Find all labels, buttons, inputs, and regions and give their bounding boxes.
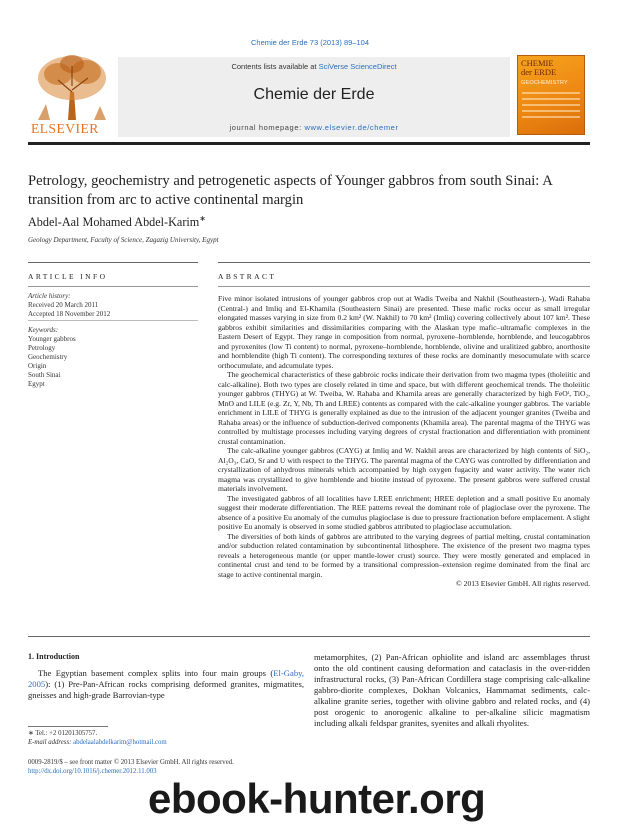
intro-left-text-cont: ): (1) Pre-Pan-African rocks comprising deformed granites, migmatites, gneisses and high-grade Barrovian-type (28, 679, 304, 700)
abstract-top-rule (218, 262, 590, 263)
keyword-item: Younger gabbros (28, 335, 76, 343)
homepage-line (118, 123, 510, 132)
watermark: ebook-hunter.org (148, 775, 486, 822)
keyword-item: Geochemistry (28, 353, 68, 361)
article-info-top-rule (28, 262, 198, 263)
author-footnote (28, 730, 288, 747)
author-name-text[interactable]: Abdel-Aal Mohamed Abdel-Karim (28, 215, 200, 230)
received-date: Received 20 March 2011 (28, 301, 99, 309)
abstract-heading: ABSTRACT (218, 272, 277, 281)
article-info-sub-rule (28, 286, 198, 287)
history-label: Article history: (28, 292, 71, 300)
author-footnote-mark[interactable]: ∗ (199, 214, 206, 223)
introduction-heading: 1. Introduction (28, 652, 80, 661)
affiliation: Geology Department, Faculty of Science, Zagazig University, Egypt (28, 236, 219, 244)
keywords-rule (28, 320, 198, 321)
email-label: E-mail address: (28, 738, 74, 746)
abstract-paragraph: The diversities of both kinds of gabbros are attributed to the varying degrees of partial melting, crustal contamination and/or subduction related contamination by subcontinental lithosphere. The existence of the present two magma types reveals a heterogeneous mantle (or upper mantle-lower crust) source. They were mostly generated and emplaced in continental crust and tend to be formed by a transitional compression–extension regime dominated from the final arc stage to active continental margin. (218, 531, 590, 579)
abstract-paragraph: The geochemical characteristics of these gabbroic rocks indicate their derivation from two magma types (tholeiitic and calc-alkaline). Both two types are closely related in time and space, but with different geochemical trends. The tholeiitic younger gabbros (THYG) at W. Tweiba, W. Rahaba and Khamila areas are generally characterized by high FeOᵗ, TiO₂, MnO and LILE (e.g. Zr, Y, Nb, Th and LREE) contents as compared with the calc-alkaline younger gabbros. The variable enrichment in LILE of THYG is generally explained as due to the intrusion of the adjacent younger granites (Tweiba and Rahaba areas) or the influence of subduction-derived components (Khamila area). The parental magma of the THYG was controlled by multistage processes including varying degrees of crystal fractionation and differentiation with prominent crustal contamination. (218, 370, 590, 446)
email-link[interactable]: abdelaalabdelkarim@hotmail.com (73, 738, 167, 746)
cover-title-line2: der ERDE (521, 67, 557, 77)
footnote-tel: ∗ Tel.: +2 01201305757. (28, 730, 98, 737)
intro-left-text: The Egyptian basement complex splits into four main groups ( (38, 668, 274, 678)
homepage-prefix: journal homepage: (229, 123, 305, 132)
journal-name: Chemie der Erde (253, 86, 375, 103)
homepage-link[interactable]: www.elsevier.de/chemer (304, 123, 399, 132)
tree-icon (28, 52, 116, 122)
elsevier-wordmark: ELSEVIER (31, 121, 99, 136)
keyword-item: South Sinai (28, 371, 61, 379)
abstract-body (218, 294, 590, 589)
keyword-item: Origin (28, 362, 47, 370)
intro-left-column (28, 668, 304, 701)
keyword-item: Petrology (28, 344, 56, 352)
cover-title (521, 59, 583, 77)
keyword-item: Egypt (28, 380, 45, 388)
keywords-label: Keywords: (28, 326, 59, 334)
sciencedirect-link[interactable]: SciVerse ScienceDirect (318, 62, 397, 71)
abstract-sub-rule (218, 286, 590, 287)
cover-subtitle: GEOCHEMISTRY (521, 80, 568, 86)
copyright-line: © 2013 Elsevier GmbH. All rights reserved. (456, 579, 590, 588)
abstract-paragraph: The investigated gabbros of all localities have LREE enrichment; HREE depletion and a small positive Eu anomaly suggest their moderate differentiation. The REE patterns reveal the dominant role of plagioclase over the pyroxene. The absence of a positive Eu anomaly of the cumulus plagioclase is due to pressure fractionation before emplacement. A slight positive Eu anomaly is observed in some studied gabbros attributed to plagioclase accumulation. (218, 493, 590, 531)
footnote-email-line (28, 739, 288, 748)
article-history (28, 292, 198, 319)
contents-prefix: Contents lists available at (231, 62, 319, 71)
contents-line (118, 62, 510, 71)
article-title: Petrology, geochemistry and petrogenetic aspects of Younger gabbros from south Sinai: A transition from arc to active continental margin (28, 173, 552, 208)
accepted-date: Accepted 18 November 2012 (28, 310, 111, 318)
intro-right-column: metamorphites, (2) Pan-African ophiolite and island arc assemblages thrust onto the old continent causing deformation and cataclasis in the over-ridden infrastructural rocks, (3) Pan-African Cordillera stage comprising calc-alkaline gabbro-diorite complexes, Dokhan Volcanics, Hammamat sediments, calc-alkaline granite series, together with olivine gabbro and related rocks, and (4) post orogenic to anorogenic alkaline to per-alkaline silicic magmatism including alkali feldspar granites, syenites and alkali rhyolites. (314, 652, 590, 728)
issn-block (28, 759, 234, 776)
issn-line: 0009-2819/$ – see front matter © 2013 Elsevier GmbH. All rights reserved. (28, 759, 234, 766)
doi-link[interactable]: http://dx.doi.org/10.1016/j.chemer.2012.11.003 (28, 767, 157, 775)
article-info-heading: ARTICLE INFO (28, 272, 108, 281)
abstract-bottom-rule (28, 636, 590, 637)
header-rule (28, 142, 590, 145)
author-name (28, 214, 206, 230)
journal-cover-thumbnail[interactable] (517, 55, 585, 135)
abstract-paragraph: Five minor isolated intrusions of younger gabbros crop out at Wadis Tweiba and Nakhil (Southeastern-), Wadi Rahaba (Central-) and Imliq and El-Khamila (Southeastern Sinai) are presented. These mafic rocks occur as small irregular elongated masses varying in size from 0.2 km² (W. Nakhil) to 70 km² (Imliq) covering collectively about 107 km². These gabbros exhibit similarities and dissimilarities comparing with the Alaskan type mafic–ultramafic complexes in the Eastern Desert of Egypt. They range in composition from normal, pyroxene–hornblende, hornblende, and leucogabbros and pyroxenites (low Ti content) to normal, pyroxene–hornblende, hornblende, olivine and uralitized gabbro, anorthosite and hornblendite (high Ti content). The corresponding textures of these rocks are dominantly mesocumulate with scarce orthocumulate, and adcumulate types. (218, 294, 590, 370)
journal-citation[interactable]: Chemie der Erde 73 (2013) 89–104 (251, 38, 369, 47)
reference-link[interactable]: El-Gaby, 2005 (28, 668, 304, 689)
footnote-rule (28, 726, 108, 727)
abstract-paragraph: The calc-alkaline younger gabbros (CAYG) at Imliq and W. Nakhil areas are characterized by high contents of SiO₂, Al₂O₃, CaO, Sr and U with respect to the THYG. The parental magma of the CAYG was controlled by differentiation and crystallization of anhydrous minerals which accompanied by high oxygen fugacity and water activity. The water rich magma was crystallized to give hornblende and biotite instead of pyroxene. The present gabbros were suffered crustal materials involvement. (218, 446, 590, 493)
cover-title-line1: CHEMIE (521, 58, 554, 68)
cover-decoration (522, 92, 580, 128)
keywords-block (28, 326, 198, 389)
